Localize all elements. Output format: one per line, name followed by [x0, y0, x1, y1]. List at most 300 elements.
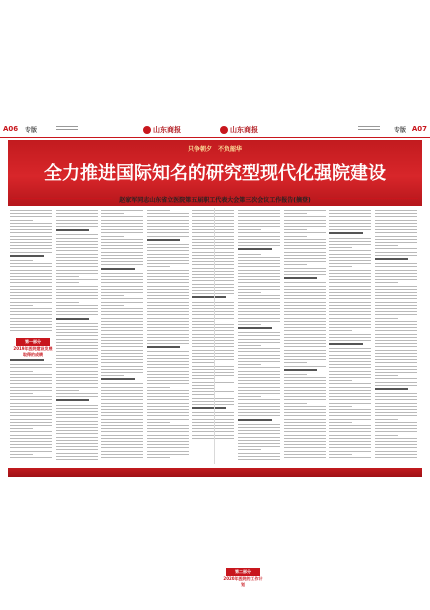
text-line [10, 451, 52, 452]
text-line [284, 321, 326, 322]
text-line [10, 364, 52, 365]
text-line [238, 437, 280, 438]
subheading-line [56, 229, 90, 231]
text-line [238, 342, 280, 343]
text-line [238, 220, 280, 221]
text-line [147, 244, 189, 245]
text-line [56, 440, 98, 441]
text-line [56, 339, 98, 340]
text-line [238, 415, 280, 416]
text-line [329, 270, 371, 271]
text-line [147, 257, 189, 258]
text-line [329, 292, 371, 293]
text-line [10, 435, 52, 436]
text-line [238, 390, 280, 391]
right-masthead [220, 123, 258, 136]
text-line [375, 266, 417, 267]
text-line [147, 406, 189, 407]
text-line [56, 238, 98, 239]
text-line [56, 374, 98, 375]
text-line [375, 330, 417, 331]
text-line [375, 406, 417, 407]
text-line [375, 409, 417, 410]
text-line [375, 298, 417, 299]
text-line [329, 257, 371, 258]
text-line [284, 451, 326, 452]
text-line [238, 305, 280, 306]
text-line [10, 454, 33, 455]
text-line [56, 270, 98, 271]
text-line [238, 446, 280, 447]
text-line [238, 298, 280, 299]
text-line [238, 396, 261, 397]
text-line [10, 330, 52, 331]
text-line [238, 351, 280, 352]
text-line [329, 302, 371, 303]
text-line [101, 330, 143, 331]
text-line [284, 415, 326, 416]
text-line [329, 213, 371, 214]
text-line [56, 396, 98, 397]
text-line [147, 324, 189, 325]
text-line [101, 232, 143, 233]
text-line [10, 292, 52, 293]
subheading-line [284, 277, 318, 279]
text-line [284, 302, 326, 303]
text-line [10, 403, 52, 404]
text-line [329, 311, 371, 312]
text-line [101, 216, 143, 217]
text-line [375, 454, 417, 455]
text-line [284, 327, 326, 328]
masthead-seal-icon [143, 126, 151, 134]
text-line [147, 279, 189, 280]
text-line [284, 340, 326, 341]
text-line [329, 412, 371, 413]
text-line [10, 220, 33, 221]
text-line [101, 390, 143, 391]
subheading-line [56, 399, 90, 401]
text-line [10, 438, 52, 439]
text-line [10, 286, 52, 287]
text-line [56, 361, 98, 362]
text-line [10, 371, 33, 372]
text-line [147, 412, 189, 413]
text-line [147, 327, 189, 328]
text-line [56, 335, 98, 336]
text-line [10, 409, 52, 410]
text-line [101, 438, 143, 439]
text-line [10, 327, 52, 328]
text-line [147, 383, 189, 384]
text-line [56, 348, 98, 349]
text-line [238, 245, 280, 246]
text-line [56, 302, 79, 303]
text-line [238, 232, 280, 233]
text-line [101, 435, 143, 436]
text-line [101, 356, 143, 357]
text-line [10, 387, 52, 388]
text-line [56, 295, 98, 296]
text-line [375, 378, 417, 379]
text-line [284, 334, 326, 335]
text-line [147, 289, 189, 290]
text-line [147, 377, 189, 378]
text-line [329, 295, 371, 296]
text-line [101, 264, 143, 265]
text-line [375, 279, 417, 280]
text-line [284, 261, 326, 262]
text-line [56, 273, 98, 274]
text-line [101, 337, 143, 338]
text-line [329, 444, 371, 445]
text-line [238, 286, 280, 287]
text-line [238, 371, 280, 372]
text-line [375, 255, 417, 256]
text-line [147, 210, 170, 211]
text-line [56, 414, 98, 415]
text-line [101, 252, 143, 253]
text-line [238, 229, 261, 230]
text-line [238, 239, 280, 240]
text-line [238, 380, 280, 381]
text-line [56, 260, 98, 261]
text-line [147, 318, 189, 319]
text-line [329, 419, 371, 420]
text-line [10, 260, 33, 261]
text-line [238, 358, 280, 359]
text-line [147, 367, 189, 368]
text-line [375, 369, 417, 370]
chapter-one-label: 第一部分 [16, 338, 50, 346]
text-line [329, 216, 371, 217]
text-line [147, 308, 189, 309]
text-line [101, 236, 124, 237]
text-line [10, 213, 52, 214]
text-line [10, 308, 52, 309]
text-line [284, 343, 326, 344]
text-line [238, 433, 280, 434]
text-line [56, 282, 79, 283]
text-line [375, 359, 417, 360]
text-line [101, 226, 143, 227]
text-line [284, 399, 326, 400]
text-line [329, 361, 371, 362]
text-line [284, 216, 326, 217]
text-line [375, 393, 417, 394]
text-line [238, 216, 280, 217]
text-line [329, 305, 371, 306]
text-line [238, 210, 280, 211]
bottom-decorative-bar [8, 468, 422, 477]
text-line [375, 428, 417, 429]
text-line [375, 302, 417, 303]
text-line [284, 271, 326, 272]
text-line [101, 350, 143, 351]
text-line [101, 375, 124, 376]
text-line [56, 210, 98, 211]
text-line [375, 273, 417, 274]
text-line [101, 292, 143, 293]
text-line [147, 229, 189, 230]
left-date-lines [56, 124, 78, 132]
text-line [284, 419, 326, 420]
text-line [10, 380, 52, 381]
subheading-line [10, 255, 44, 257]
text-line [147, 409, 189, 410]
text-line [56, 408, 98, 409]
text-line [329, 351, 371, 352]
text-line [56, 289, 98, 290]
text-line [284, 268, 326, 269]
text-line [238, 335, 280, 336]
subheading-line [238, 419, 272, 421]
page-gutter [214, 208, 215, 464]
text-line [147, 457, 170, 458]
text-line [101, 403, 143, 404]
text-line [147, 431, 189, 432]
text-line [56, 387, 98, 388]
text-line [192, 388, 215, 389]
text-line [284, 232, 326, 233]
text-line [101, 366, 143, 367]
text-line [56, 456, 98, 457]
text-line [284, 393, 326, 394]
text-line [147, 399, 189, 400]
text-line [329, 247, 352, 248]
text-line [329, 273, 371, 274]
text-line [329, 358, 371, 359]
text-line [238, 453, 280, 454]
text-line [284, 289, 326, 290]
text-line [56, 383, 98, 384]
text-line [147, 438, 189, 439]
text-line [284, 387, 326, 388]
text-line [56, 263, 98, 264]
text-line [101, 419, 143, 420]
text-line [147, 226, 189, 227]
text-line [10, 324, 52, 325]
text-line [238, 443, 280, 444]
text-line [56, 254, 98, 255]
text-line [284, 210, 326, 211]
text-line [56, 443, 98, 444]
text-line [375, 276, 417, 277]
text-line [329, 377, 371, 378]
text-line [238, 279, 280, 280]
text-line [56, 421, 98, 422]
text-line [238, 254, 261, 255]
text-column [101, 208, 143, 464]
text-line [238, 361, 280, 362]
text-line [329, 330, 352, 331]
text-line [101, 298, 143, 299]
text-line [284, 359, 326, 360]
text-line [375, 223, 417, 224]
text-line [147, 223, 189, 224]
text-line [329, 220, 371, 221]
text-line [238, 266, 280, 267]
text-line [284, 377, 326, 378]
text-line [147, 403, 189, 404]
text-line [375, 318, 398, 319]
text-line [147, 266, 170, 267]
text-line [375, 403, 417, 404]
text-line [101, 457, 143, 458]
text-line [147, 213, 189, 214]
text-line [375, 447, 417, 448]
text-line [329, 380, 352, 381]
text-line [56, 405, 98, 406]
text-line [329, 371, 371, 372]
text-line [329, 438, 371, 439]
text-line [238, 263, 280, 264]
text-line [238, 242, 280, 243]
text-line [192, 362, 215, 363]
text-line [10, 367, 52, 368]
text-line [375, 239, 417, 240]
text-line [56, 437, 98, 438]
text-column [375, 208, 417, 464]
text-line [329, 454, 352, 455]
text-line [10, 441, 52, 442]
text-line [101, 258, 143, 259]
text-line [329, 324, 371, 325]
text-line [56, 449, 98, 450]
text-line [10, 245, 52, 246]
text-line [101, 255, 143, 256]
text-line [329, 441, 371, 442]
text-line [147, 390, 189, 391]
text-line [329, 318, 371, 319]
text-line [329, 266, 352, 267]
text-line [329, 279, 371, 280]
text-line [56, 446, 98, 447]
text-line [101, 289, 143, 290]
text-line [10, 305, 33, 306]
text-line [101, 412, 143, 413]
text-line [329, 260, 371, 261]
text-line [284, 242, 326, 243]
text-line [375, 346, 417, 347]
text-line [56, 314, 98, 315]
text-line [284, 353, 326, 354]
text-line [329, 393, 371, 394]
text-line [10, 321, 52, 322]
text-line [56, 250, 98, 251]
text-line [101, 428, 143, 429]
text-line [147, 396, 189, 397]
text-line [147, 220, 189, 221]
text-line [10, 242, 52, 243]
text-line [101, 447, 143, 448]
text-line [192, 394, 215, 395]
text-line [238, 449, 261, 450]
text-line [101, 415, 143, 416]
text-line [284, 366, 326, 367]
text-line [375, 308, 417, 309]
text-line [284, 229, 307, 230]
text-line [375, 435, 398, 436]
text-line [56, 393, 98, 394]
text-line [10, 273, 52, 274]
text-line [329, 308, 371, 309]
text-line [56, 216, 98, 217]
text-line [329, 447, 371, 448]
text-line [147, 334, 189, 335]
text-line [147, 371, 189, 372]
text-line [329, 263, 371, 264]
text-line [284, 346, 326, 347]
text-line [147, 263, 189, 264]
text-line [147, 311, 189, 312]
text-line [284, 330, 326, 331]
text-line [56, 286, 98, 287]
masthead-seal-icon [220, 126, 228, 134]
text-line [10, 229, 52, 230]
text-line [375, 385, 417, 386]
text-line [10, 406, 52, 407]
text-line [238, 364, 261, 365]
text-line [284, 298, 326, 299]
text-line [284, 457, 326, 458]
text-line [238, 456, 280, 457]
text-line [329, 374, 371, 375]
text-line [375, 444, 417, 445]
text-line [375, 324, 417, 325]
text-line [375, 457, 417, 458]
main-headline: 全力推进国际知名的研究型现代化强院建设 [44, 163, 386, 184]
text-line [147, 330, 189, 331]
text-line [147, 415, 189, 416]
text-line [10, 390, 52, 391]
text-line [56, 342, 98, 343]
subheading-line [375, 258, 409, 260]
subheading-line [147, 239, 181, 241]
text-line [10, 263, 52, 264]
text-line [375, 229, 417, 230]
text-line [284, 383, 326, 384]
text-line [192, 385, 215, 386]
text-line [147, 216, 189, 217]
text-line [147, 358, 189, 359]
text-line [329, 396, 371, 397]
text-line [284, 226, 326, 227]
text-line [375, 438, 417, 439]
text-line [238, 383, 280, 384]
text-line [284, 239, 326, 240]
text-line [101, 324, 143, 325]
subheading-line [192, 296, 226, 298]
text-line [284, 236, 307, 237]
text-line [147, 343, 189, 344]
text-line [284, 264, 307, 265]
text-line [56, 244, 98, 245]
text-line [329, 286, 371, 287]
text-line [329, 250, 371, 251]
text-line [101, 311, 143, 312]
text-line [329, 383, 371, 384]
text-line [375, 362, 417, 363]
text-line [56, 298, 98, 299]
text-line [329, 254, 371, 255]
text-line [101, 261, 143, 262]
text-line [375, 292, 417, 293]
left-page-number: A06 [3, 125, 19, 133]
text-line [284, 318, 326, 319]
text-line [192, 378, 215, 379]
text-line [238, 270, 280, 271]
